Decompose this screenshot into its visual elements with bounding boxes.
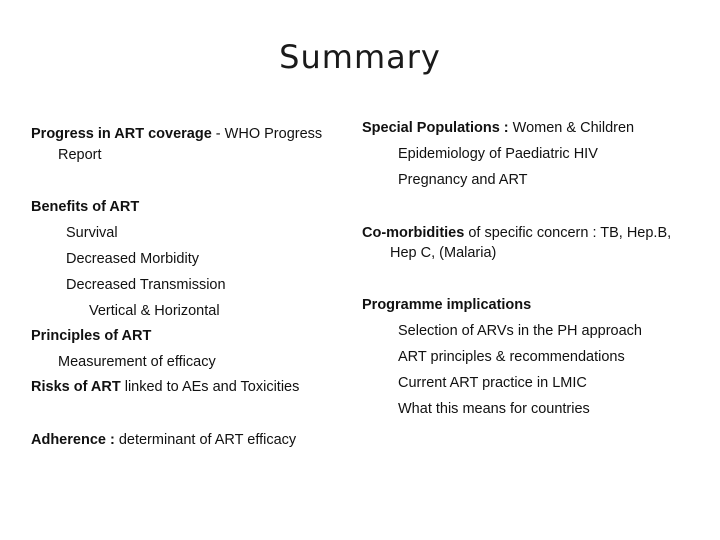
page-title: Summary xyxy=(279,38,441,76)
benefits-heading: Benefits of ART xyxy=(31,199,140,215)
principles-item: Measurement of efficacy xyxy=(58,354,216,370)
special-item: Pregnancy and ART xyxy=(398,172,528,188)
adherence-text: determinant of ART efficacy xyxy=(114,432,297,448)
principles-heading: Principles of ART xyxy=(31,328,152,344)
special-line xyxy=(362,119,634,137)
special-text: Women & Children xyxy=(508,120,635,136)
progress-heading: Progress in ART coverage xyxy=(31,126,212,142)
programme-heading: Programme implications xyxy=(362,297,532,313)
benefit-item: Decreased Transmission xyxy=(66,277,226,293)
special-heading: Special Populations : xyxy=(362,120,509,136)
risks-line xyxy=(31,378,299,396)
programme-item: What this means for countries xyxy=(398,401,590,417)
programme-item: ART principles & recommendations xyxy=(398,349,625,365)
special-item: Epidemiology of Paediatric HIV xyxy=(398,146,598,162)
adherence-line xyxy=(31,431,296,449)
risks-text: linked to AEs and Toxicities xyxy=(120,379,300,395)
comorbid-text: of specific concern : TB, Hep.B, xyxy=(464,225,672,241)
programme-item: Selection of ARVs in the PH approach xyxy=(398,323,642,339)
risks-heading: Risks of ART xyxy=(31,379,121,395)
programme-item: Current ART practice in LMIC xyxy=(398,375,587,391)
adherence-heading: Adherence : xyxy=(31,432,115,448)
benefit-item: Decreased Morbidity xyxy=(66,251,199,267)
benefit-subitem: Vertical & Horizontal xyxy=(89,303,220,319)
benefit-item: Survival xyxy=(66,225,118,241)
comorbid-continuation: Hep C, (Malaria) xyxy=(390,245,497,261)
progress-text: - WHO Progress xyxy=(211,126,323,142)
progress-continuation: Report xyxy=(58,147,102,163)
comorbid-heading: Co-morbidities xyxy=(362,225,465,241)
progress-line xyxy=(31,125,322,143)
comorbid-line xyxy=(362,224,671,242)
